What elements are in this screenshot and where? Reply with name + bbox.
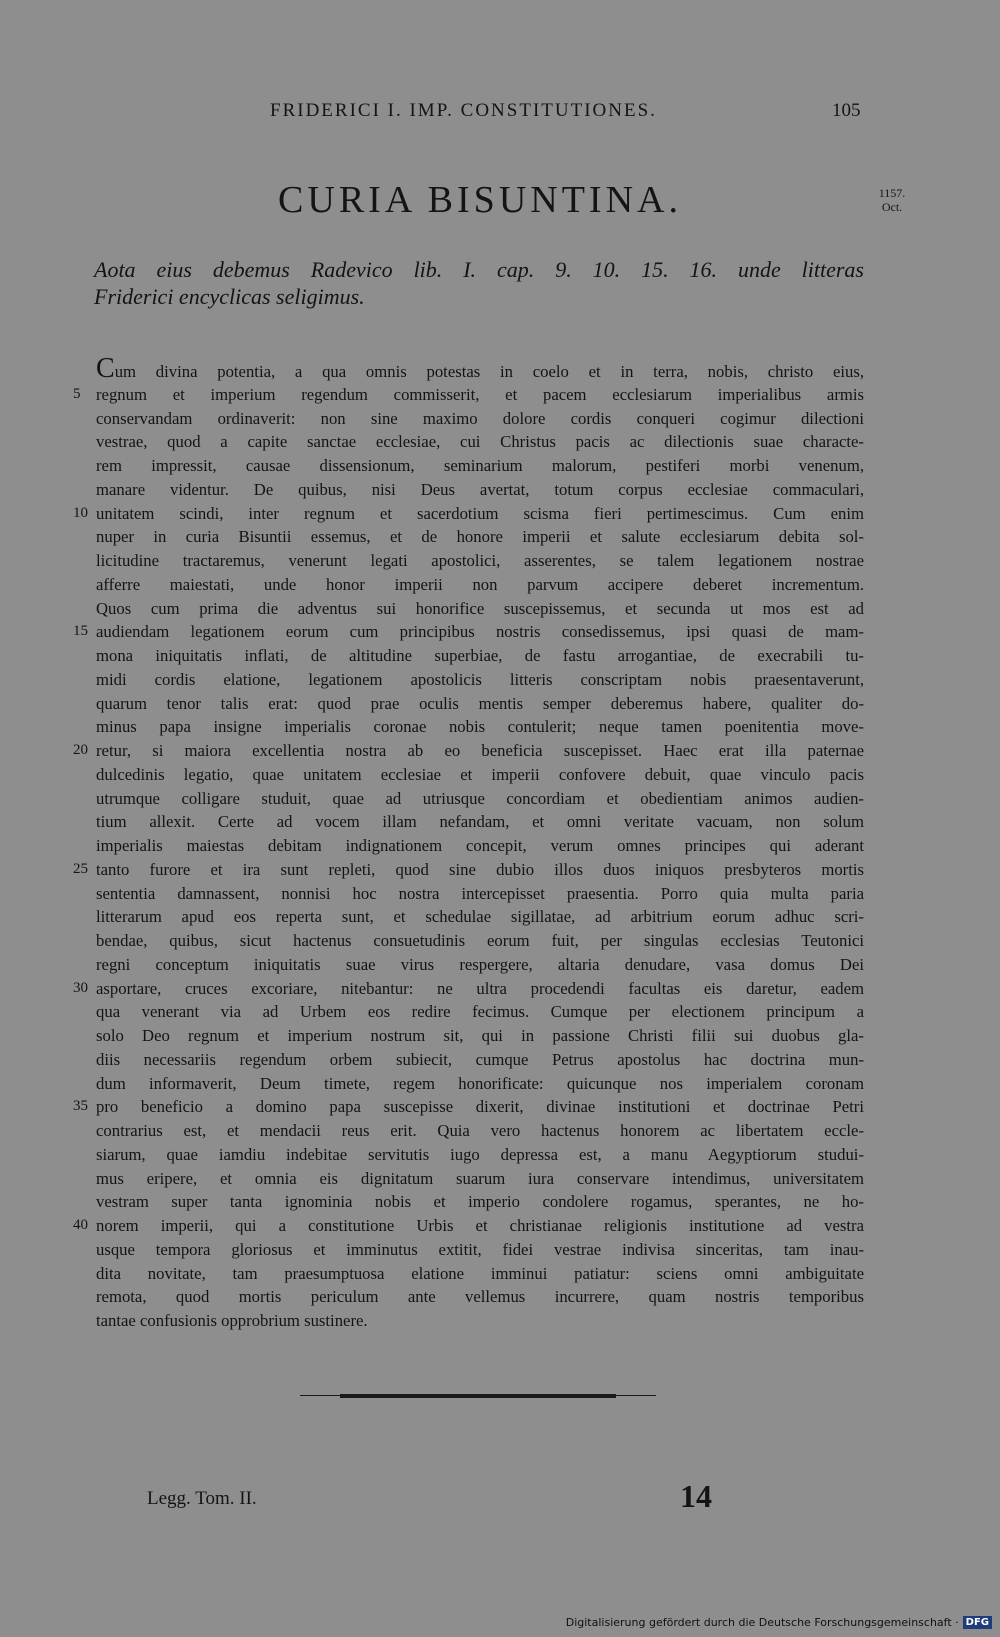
- text-line: [96, 597, 864, 621]
- line-text: tantae confusionis opprobrium sustinere.: [96, 1311, 368, 1330]
- dfg-logo-icon: DFG: [963, 1616, 992, 1629]
- line-text: qua venerant via ad Urbem eos redire fecimus. Cumque per electionem principum a: [96, 1002, 864, 1022]
- line-text: nuper in curia Bisuntii essemus, et de honore imperii et salute ecclesiarum debita sol-: [96, 527, 864, 547]
- line-text: tanto furore et ira sunt repleti, quod sine dubio illos duos iniquos presbyteros mortis: [96, 859, 864, 879]
- text-line: [96, 1238, 864, 1262]
- footer-credit: Digitalisierung gefördert durch die Deutsche Forschungsgemeinschaft ·: [565, 1616, 959, 1629]
- text-line: [73, 977, 864, 1001]
- intro-note: [94, 256, 864, 310]
- line-text: tium allexit. Certe ad vocem illam nefandam, et omni veritate vacuam, non solum: [96, 812, 864, 832]
- intro-line: Aota eius debemus Radevico lib. I. cap. 9. 10. 15. 16. unde litteras: [94, 257, 864, 282]
- line-text: vestram super tanta ignominia nobis et imperio condolere rogamus, sperantes, ne ho-: [96, 1192, 864, 1212]
- text-line: [96, 763, 864, 787]
- line-number: 15: [73, 623, 88, 640]
- text-line: [96, 929, 864, 953]
- text-line: [96, 549, 864, 573]
- text-line: [96, 668, 864, 692]
- intro-line: Friderici encyclicas seligimus.: [94, 284, 365, 309]
- text-line: [96, 1119, 864, 1143]
- text-line: [96, 1285, 864, 1309]
- line-text: sententia damnassent, nonnisi hoc nostra intercepisset praesentia. Porro quia multa paria: [96, 883, 864, 903]
- line-text: bendae, quibus, sicut hactenus consuetudinis eorum fuit, per singulas ecclesias Teutonici: [96, 931, 864, 950]
- line-text: imperialis maiestas debitam indignationem concepit, verum omnes principes qui aderant: [96, 836, 864, 855]
- line-text: pro beneficio a domino papa suscepisse dixerit, divinae institutioni et doctrinae Petri: [96, 1097, 864, 1117]
- line-text: siarum, quae iamdiu indebitae servitutis iugo depressa est, a manu Aegyptiorum studui-: [96, 1144, 864, 1164]
- line-number: 35: [73, 1098, 88, 1115]
- line-text: norem imperii, qui a constitutione Urbis et christianae religionis institutione ad vestra: [96, 1216, 864, 1235]
- text-line: [96, 430, 864, 454]
- section-separator: [300, 1394, 656, 1398]
- line-text: vestrae, quod a capite sanctae ecclesiae, cui Christus pacis ac dilectionis suae characte-: [96, 432, 864, 452]
- text-line: [73, 383, 864, 407]
- text-line: [73, 502, 864, 526]
- margin-date-year: 1157.: [878, 186, 906, 200]
- line-text: litterarum apud eos reperta sunt, et schedulae sigillatae, ad arbitrium eorum adhuc scri-: [96, 907, 864, 927]
- text-line: [96, 573, 864, 597]
- text-line: [96, 454, 864, 478]
- sheet-number: 14: [680, 1478, 712, 1514]
- text-line: [73, 739, 864, 763]
- line-text: conservandam ordinaverit: non sine maximo dolore cordis conqueri cogimur dilectioni: [96, 408, 864, 428]
- text-line: [96, 882, 864, 906]
- running-head: FRIDERICI I. IMP. CONSTITUTIONES.: [270, 100, 657, 121]
- main-text: [73, 353, 864, 1333]
- line-text: audiendam legationem eorum cum principibus nostris consedissemus, ipsi quasi de mam-: [96, 622, 864, 642]
- text-line: [96, 1143, 864, 1167]
- text-line: [96, 787, 864, 811]
- text-line: [96, 1048, 864, 1072]
- text-line: [96, 1000, 864, 1024]
- line-text: remota, quod mortis periculum ante vellemus incurrere, quam nostris temporibus: [96, 1287, 864, 1307]
- line-text: retur, si maiora excellentia nostra ab eo beneficia suscepisset. Haec erat illa paternae: [96, 741, 864, 760]
- line-text: asportare, cruces excoriare, nitebantur: ne ultra procedendi facultas eis daretur, eadem: [96, 978, 864, 998]
- line-text: solo Deo regnum et imperium nostrum sit, qui in passione Christi filii sui duobus gla-: [96, 1026, 864, 1045]
- line-text: dita novitate, tam praesumptuosa elatione imminui patiatur: sciens omni ambiguitate: [96, 1263, 864, 1283]
- line-text: unitatem scindi, inter regnum et sacerdotium scisma fieri pertimescimus. Cum enim: [96, 503, 864, 523]
- text-line: [96, 1024, 864, 1048]
- line-text: rem impressit, causae dissensionum, seminarium malorum, pestiferi morbi venenum,: [96, 456, 864, 475]
- line-text: dulcedinis legatio, quae unitatem ecclesiae et imperii confovere debuit, quae vinculo pacis: [96, 764, 864, 784]
- line-text: afferre maiestati, unde honor imperii non parvum accipere deberet incrementum.: [96, 574, 864, 594]
- line-number: 20: [73, 742, 88, 758]
- line-text: licitudine tractaremus, venerunt legati apostolici, asserentes, se talem legationem nostrae: [96, 551, 864, 570]
- line-text: usque tempora gloriosus et imminutus extitit, fidei vestrae indivisa sinceritas, tam inau-: [96, 1239, 864, 1259]
- line-text: [96, 353, 864, 384]
- text-line: [96, 1072, 864, 1096]
- line-number: 25: [73, 860, 88, 877]
- text-line: [73, 620, 864, 644]
- text-line: [73, 1095, 864, 1119]
- line-number: 10: [73, 504, 88, 521]
- digitization-footer: [566, 1616, 992, 1629]
- line-text: contrarius est, et mendacii reus erit. Quia vero hactenus honorem ac libertatem eccle-: [96, 1121, 864, 1140]
- margin-date-month: Oct.: [881, 200, 903, 214]
- line-number: 40: [73, 1217, 88, 1233]
- line-text: quarum tenor talis erat: quod prae oculis mentis semper deberemus habere, qualiter do-: [96, 693, 864, 713]
- text-line: [96, 353, 864, 384]
- text-line: [73, 1214, 864, 1238]
- text-line: [96, 525, 864, 549]
- text-line: [96, 478, 864, 502]
- page-header: [0, 100, 1000, 130]
- line-text: diis necessariis regendum orbem subiecit, cumque Petrus apostolus hac doctrina mun-: [96, 1049, 864, 1069]
- signature-mark: Legg. Tom. II.: [147, 1488, 257, 1509]
- text-line: [96, 407, 864, 431]
- text-line: [96, 1309, 864, 1333]
- text-line: [96, 810, 864, 834]
- text-line: [96, 1262, 864, 1286]
- line-text: dum informaverit, Deum timete, regem honorificate: quicunque nos imperialem coronam: [96, 1073, 864, 1093]
- text-line: [96, 715, 864, 739]
- text-line: [96, 692, 864, 716]
- line-number: 5: [73, 385, 81, 402]
- text-line: [96, 1167, 864, 1191]
- line-number: 30: [73, 979, 88, 996]
- line-text: mus eripere, et omnia eis dignitatum suarum iura conservare intendimus, universitatem: [96, 1168, 864, 1188]
- text-line: [96, 953, 864, 977]
- line-text: regnum et imperium regendum commisserit, et pacem ecclesiarum imperialibus armis: [96, 384, 864, 404]
- line-text: minus papa insigne imperialis coronae nobis contulerit; neque tamen poenitentia move-: [96, 717, 864, 737]
- separator-thick-rule: [340, 1394, 616, 1398]
- line-text-rest: um divina potentia, a qua omnis potestas in coelo et in terra, nobis, christo eius,: [114, 362, 864, 381]
- text-line: [96, 905, 864, 929]
- line-text: manare videntur. De quibus, nisi Deus avertat, totum corpus ecclesiae commaculari,: [96, 479, 864, 499]
- line-text: midi cordis elatione, legationem apostolicis litteris conscriptam nobis praesentaverunt,: [96, 669, 864, 689]
- line-text: mona iniquitatis inflati, de altitudine superbiae, de fastu arrogantiae, de execrabili tu-: [96, 646, 864, 665]
- text-line: [73, 858, 864, 882]
- line-text: utrumque colligare studuit, quae ad utriusque concordiam et obedientiam animos audien-: [96, 788, 864, 808]
- line-text: regni conceptum iniquitatis suae virus respergere, altaria denudare, vasa domus Dei: [96, 954, 864, 974]
- margin-date: [872, 186, 912, 214]
- text-line: [96, 1190, 864, 1214]
- page-number: 105: [832, 100, 861, 121]
- document-title: CURIA BISUNTINA.: [278, 179, 682, 221]
- drop-cap: C: [96, 353, 115, 384]
- text-line: [96, 644, 864, 668]
- line-text: Quos cum prima die adventus sui honorifice suscepissemus, et secunda ut mos est ad: [96, 598, 864, 618]
- text-line: [96, 834, 864, 858]
